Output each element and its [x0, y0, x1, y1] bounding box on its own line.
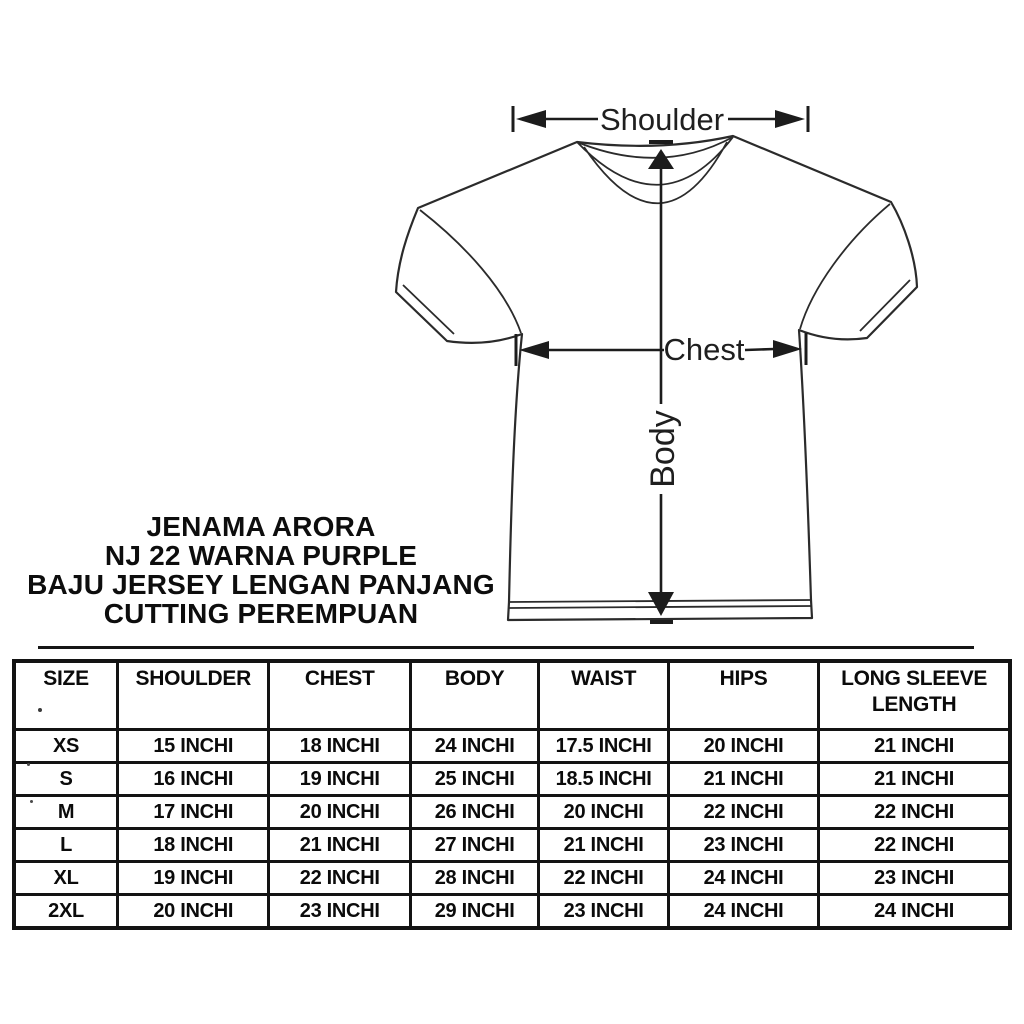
arrow-down-icon [648, 592, 674, 616]
size-cell: XS [14, 730, 118, 763]
header-row [14, 661, 1010, 730]
value-cell: 21 INCHI [269, 829, 410, 862]
ink-speck [38, 708, 42, 712]
title-line-4: CUTTING PEREMPUAN [103, 598, 419, 629]
value-cell: 22 INCHI [668, 796, 818, 829]
value-cell: 15 INCHI [118, 730, 269, 763]
value-cell: 21 INCHI [819, 730, 1010, 763]
arrow-right-icon [773, 340, 802, 358]
value-cell: 22 INCHI [269, 862, 410, 895]
ink-speck [30, 800, 33, 803]
arrow-up-icon [648, 149, 674, 169]
bottom-tick [650, 620, 673, 624]
header-cell-shoulder: SHOULDER [118, 661, 269, 730]
value-cell: 22 INCHI [539, 862, 668, 895]
value-cell: 20 INCHI [668, 730, 818, 763]
value-cell: 16 INCHI [118, 763, 269, 796]
title-line-3: BAJU JERSEY LENGAN PANJANG [27, 569, 495, 600]
body-dimension [644, 140, 682, 624]
body-label: Body [644, 410, 682, 488]
value-cell: 23 INCHI [668, 829, 818, 862]
cuff-bands [403, 280, 910, 334]
collar-band [577, 137, 733, 203]
table-row-xl [14, 862, 1010, 895]
value-cell: 20 INCHI [118, 895, 269, 929]
value-cell: 28 INCHI [410, 862, 538, 895]
title-line-2: NJ 22 WARNA PURPLE [104, 540, 418, 571]
table-row-xs [14, 730, 1010, 763]
table-row-2xl [14, 895, 1010, 929]
value-cell: 24 INCHI [819, 895, 1010, 929]
value-cell: 20 INCHI [539, 796, 668, 829]
value-cell: 18.5 INCHI [539, 763, 668, 796]
value-cell: 24 INCHI [410, 730, 538, 763]
table-row-m [14, 796, 1010, 829]
header-cell-body: BODY [410, 661, 538, 730]
value-cell: 22 INCHI [819, 796, 1010, 829]
size-table [12, 659, 1012, 930]
value-cell: 19 INCHI [118, 862, 269, 895]
value-cell: 22 INCHI [819, 829, 1010, 862]
shoulder-dimension [513, 102, 808, 137]
value-cell: 17 INCHI [118, 796, 269, 829]
value-cell: 23 INCHI [539, 895, 668, 929]
value-cell: 19 INCHI [269, 763, 410, 796]
size-cell: XL [14, 862, 118, 895]
header-cell-waist: WAIST [539, 661, 668, 730]
header-cell-long-sleeve-length: LONG SLEEVE LENGTH [819, 661, 1010, 730]
chest-label: Chest [663, 332, 745, 367]
title-line-1: JENAMA ARORA [146, 511, 376, 542]
value-cell: 23 INCHI [819, 862, 1010, 895]
arrow-right-icon [775, 110, 805, 128]
product-title-block [14, 512, 508, 628]
table-row-l [14, 829, 1010, 862]
armhole-seams [420, 204, 890, 333]
value-cell: 18 INCHI [118, 829, 269, 862]
header-cell-hips: HIPS [668, 661, 818, 730]
value-cell: 17.5 INCHI [539, 730, 668, 763]
header-cell-chest: CHEST [269, 661, 410, 730]
value-cell: 23 INCHI [269, 895, 410, 929]
arrow-left-icon [516, 110, 546, 128]
divider-rule [38, 646, 974, 649]
value-cell: 26 INCHI [410, 796, 538, 829]
arrow-left-icon [519, 341, 549, 359]
size-cell: M [14, 796, 118, 829]
value-cell: 21 INCHI [668, 763, 818, 796]
top-tick [649, 140, 673, 144]
table-row-s [14, 763, 1010, 796]
value-cell: 25 INCHI [410, 763, 538, 796]
size-cell: 2XL [14, 895, 118, 929]
value-cell: 24 INCHI [668, 895, 818, 929]
size-cell: L [14, 829, 118, 862]
value-cell: 20 INCHI [269, 796, 410, 829]
value-cell: 24 INCHI [668, 862, 818, 895]
size-cell: S [14, 763, 118, 796]
value-cell: 21 INCHI [819, 763, 1010, 796]
ink-speck [27, 763, 30, 766]
value-cell: 18 INCHI [269, 730, 410, 763]
shoulder-label: Shoulder [599, 102, 725, 137]
value-cell: 27 INCHI [410, 829, 538, 862]
header-cell-size: SIZE [14, 661, 118, 730]
value-cell: 29 INCHI [410, 895, 538, 929]
value-cell: 21 INCHI [539, 829, 668, 862]
